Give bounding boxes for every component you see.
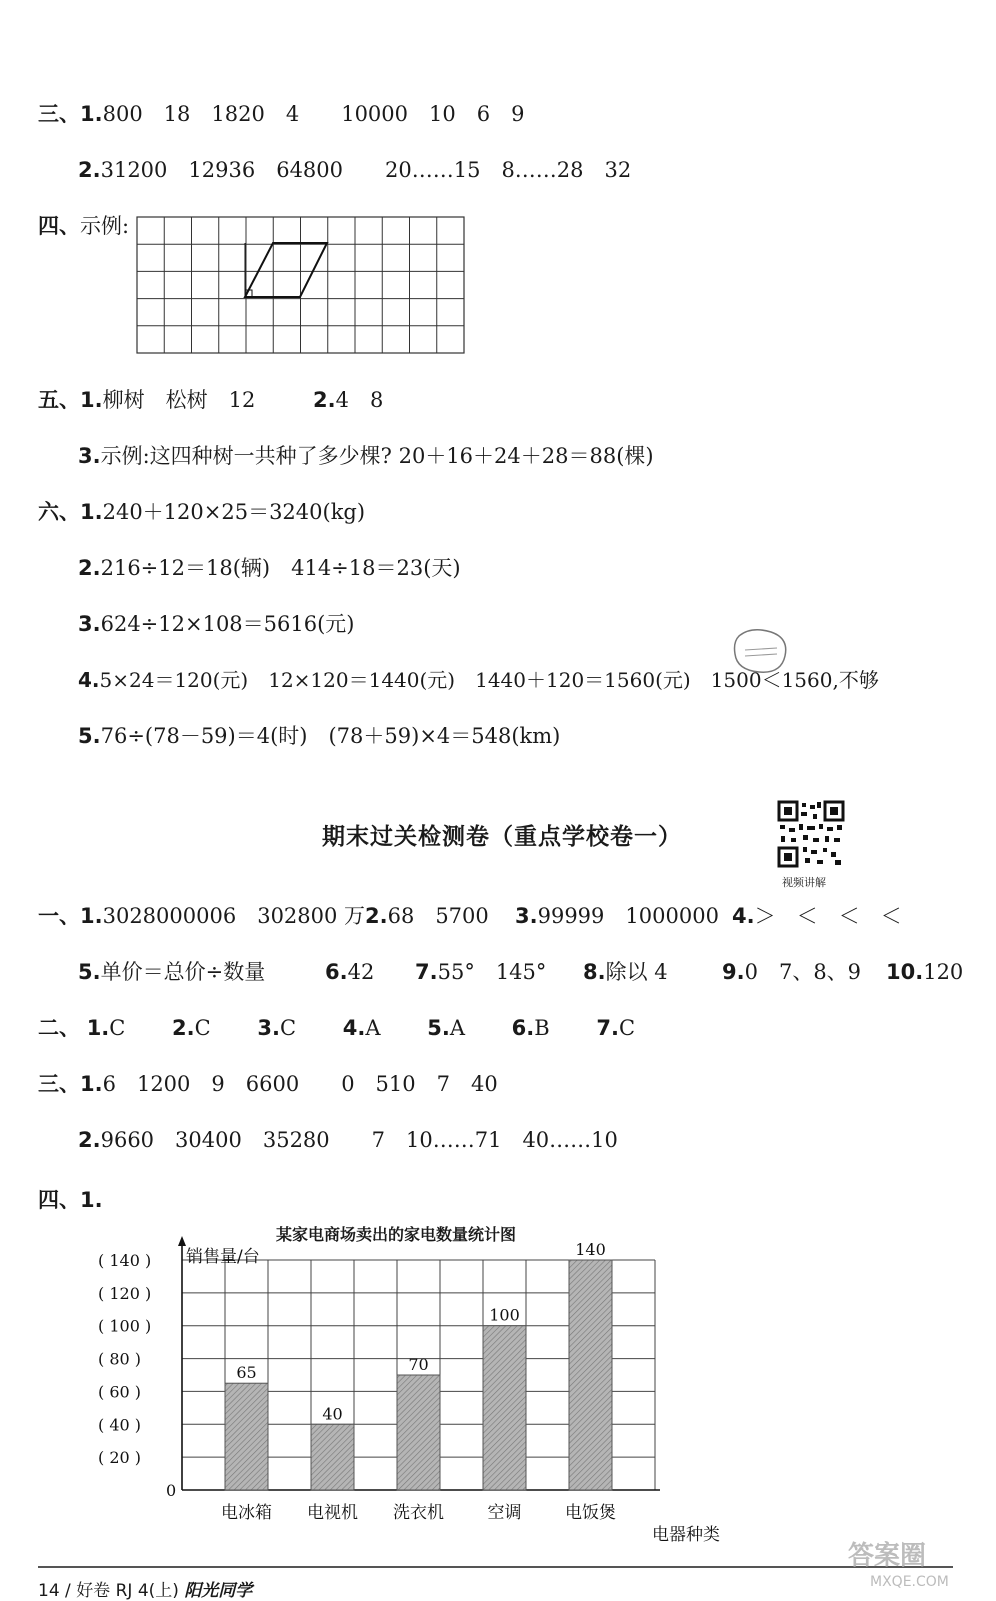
question-number: 7. xyxy=(596,1016,619,1040)
answer-text: 9660 30400 35280 7 10……71 40……10 xyxy=(100,1128,618,1152)
grid-lines xyxy=(137,217,464,353)
category-label: 电冰箱 xyxy=(221,1503,272,1523)
answer-text: 624÷12×108＝5616(元) xyxy=(100,612,355,636)
question-number: 1. xyxy=(86,1016,110,1040)
answer-2-row xyxy=(38,1018,635,1039)
bar xyxy=(225,1383,268,1490)
bar-value-label: 100 xyxy=(489,1305,520,1325)
answer-5-3 xyxy=(78,446,654,467)
section-label: 三、 xyxy=(38,1072,80,1096)
question-number: 8. xyxy=(583,960,606,984)
x-axis-label: 电器种类 xyxy=(652,1525,720,1545)
answer-4-label xyxy=(38,216,129,237)
answer-6-3 xyxy=(78,614,355,635)
y-tick-label: ( 20 ) xyxy=(98,1448,142,1468)
bar xyxy=(311,1424,354,1490)
section-label: 一、 xyxy=(38,904,80,928)
y-tick-label: ( 120 ) xyxy=(98,1283,152,1303)
question-number: 1. xyxy=(80,388,103,412)
question-number: 1. xyxy=(80,500,103,524)
bar xyxy=(483,1326,526,1490)
question-number: 4. xyxy=(732,904,755,928)
section-label: 三、 xyxy=(38,102,80,126)
parallelogram-shape xyxy=(245,243,327,297)
answer-3-1 xyxy=(38,104,524,125)
book-title: 好卷 RJ 4(上) xyxy=(76,1581,179,1601)
question-number: 5. xyxy=(78,960,101,984)
answer-3-2b xyxy=(78,1130,618,1151)
question-number: 3. xyxy=(515,904,538,928)
answer-text: 99999 1000000 xyxy=(537,904,719,928)
question-number: 6. xyxy=(511,1016,535,1040)
choice-answer: C xyxy=(618,1016,636,1040)
answer-text: 42 xyxy=(347,960,375,984)
question-number: 1. xyxy=(80,1188,103,1212)
section-label: 二、 xyxy=(38,1016,80,1040)
answer-text: 单价＝总价÷数量 xyxy=(100,960,266,984)
chart-bars xyxy=(225,1260,612,1490)
answer-text: 31200 12936 64800 20……15 8……28 32 xyxy=(100,158,632,182)
page-number: 14 xyxy=(38,1581,60,1601)
answer-1-10 xyxy=(886,962,963,983)
question-number: 4. xyxy=(342,1016,366,1040)
answer-text: 120 xyxy=(923,960,964,984)
choice-answer: C xyxy=(280,1016,297,1040)
question-number: 2. xyxy=(365,904,388,928)
bar-chart xyxy=(90,1232,750,1552)
question-number: 5. xyxy=(78,724,101,748)
footer-rule xyxy=(38,1566,953,1568)
bar-value-label: 70 xyxy=(408,1355,429,1374)
answer-text: 柳树 松树 12 xyxy=(102,388,256,412)
category-label: 洗衣机 xyxy=(393,1503,444,1523)
answer-text: ＞ ＜ ＜ ＜ xyxy=(754,904,902,928)
section-label: 四、 xyxy=(38,214,80,238)
category-label: 电视机 xyxy=(307,1503,358,1523)
answer-text: 0 7、8、9 xyxy=(744,960,862,984)
footer-separator: / xyxy=(65,1581,71,1601)
answer-1-2 xyxy=(365,906,489,927)
chart-title: 某家电商场卖出的家电数量统计图 xyxy=(276,1225,517,1244)
question-number: 7. xyxy=(415,960,438,984)
watermark-url: MXQE.COM xyxy=(870,1574,949,1590)
question-number: 3. xyxy=(257,1016,280,1040)
answer-1-9 xyxy=(722,962,861,983)
answer-text: 5×24＝120(元) 12×120＝1440(元) 1440＋120＝1560(元) 1500＜1560,不够 xyxy=(99,668,879,692)
choice-answer: C xyxy=(194,1016,211,1040)
stamp-icon xyxy=(731,626,791,676)
choice-answer: A xyxy=(365,1016,381,1040)
answer-text: 240＋120×25＝3240(kg) xyxy=(102,500,366,524)
bar-value-label: 140 xyxy=(575,1240,606,1259)
answer-text: 4 8 xyxy=(335,388,384,412)
question-number: 2. xyxy=(172,1016,195,1040)
question-number: 3. xyxy=(78,612,101,636)
section-label: 六、 xyxy=(38,500,80,524)
answer-1-4 xyxy=(732,906,902,927)
category-label: 电饭煲 xyxy=(565,1503,616,1523)
qr-code-icon[interactable] xyxy=(777,800,845,868)
answer-4-1-label xyxy=(38,1190,103,1211)
answer-text: 68 5700 xyxy=(387,904,489,928)
y-axis-label: 销售量/台 xyxy=(186,1247,260,1267)
bar-value-label: 65 xyxy=(236,1363,257,1383)
watermark-logo: 答案圈 xyxy=(848,1541,927,1571)
brand-logo: 阳光同学 xyxy=(184,1581,253,1601)
parallelogram-grid xyxy=(136,216,466,356)
question-number: 2. xyxy=(78,1128,101,1152)
section-title: 期末过关检测卷（重点学校卷一） xyxy=(322,824,682,850)
answer-6-5 xyxy=(78,726,560,747)
answer-1-row1 xyxy=(38,906,365,927)
answer-6-2 xyxy=(78,558,461,579)
answer-1-7 xyxy=(415,962,546,983)
answer-6-1 xyxy=(38,502,365,523)
category-label: 空调 xyxy=(487,1503,522,1523)
question-number: 2. xyxy=(78,158,101,182)
answer-text: 216÷12＝18(辆) 414÷18＝23(天) xyxy=(100,556,461,580)
question-number: 1. xyxy=(80,102,103,126)
origin-label: 0 xyxy=(166,1481,177,1500)
y-tick-label: ( 140 ) xyxy=(98,1251,152,1270)
answer-1-6 xyxy=(325,962,374,983)
chart-labels xyxy=(98,1240,616,1523)
question-number: 9. xyxy=(722,960,745,984)
bar xyxy=(569,1260,612,1490)
question-number: 4. xyxy=(78,668,100,692)
question-number: 6. xyxy=(325,960,348,984)
answer-1-5 xyxy=(78,962,265,983)
footer xyxy=(38,1576,252,1601)
qr-label: 视频讲解 xyxy=(782,876,826,889)
question-number: 2. xyxy=(78,556,101,580)
question-number: 1. xyxy=(80,904,103,928)
answer-text: 76÷(78－59)＝4(时) (78＋59)×4＝548(km) xyxy=(100,724,561,748)
section-label: 四、 xyxy=(38,1188,80,1212)
section-label: 五、 xyxy=(38,388,80,412)
y-tick-label: ( 80 ) xyxy=(98,1349,142,1369)
answer-text: 除以 4 xyxy=(605,960,668,984)
question-number: 10. xyxy=(886,960,924,984)
y-tick-label: ( 100 ) xyxy=(98,1316,152,1336)
y-axis-arrow xyxy=(178,1236,186,1246)
answer-text: 示例: xyxy=(80,214,130,238)
y-tick-label: ( 60 ) xyxy=(98,1382,142,1402)
answer-text: 示例:这四种树一共种了多少棵? 20＋16＋24＋28＝88(棵) xyxy=(100,444,654,468)
bar xyxy=(397,1375,440,1490)
question-number: 3. xyxy=(78,444,101,468)
answer-3-2 xyxy=(78,160,631,181)
answer-3-1b xyxy=(38,1074,498,1095)
answer-text: 6 1200 9 6600 0 510 7 40 xyxy=(102,1072,498,1096)
answer-1-3 xyxy=(515,906,719,927)
question-number: 5. xyxy=(427,1016,450,1040)
choice-answer: B xyxy=(534,1016,550,1040)
answer-5-2 xyxy=(313,390,383,411)
bar-value-label: 40 xyxy=(322,1404,343,1424)
question-number: 2. xyxy=(313,388,336,412)
answer-text: 800 18 1820 4 10000 10 6 9 xyxy=(102,102,525,126)
choice-answer: C xyxy=(109,1016,126,1040)
answer-5-1 xyxy=(38,390,255,411)
answer-text: 55° 145° xyxy=(437,960,547,984)
answer-1-8 xyxy=(583,962,668,983)
question-number: 1. xyxy=(80,1072,103,1096)
choice-answer: A xyxy=(449,1016,465,1040)
answer-text: 3028000006 302800 万 xyxy=(102,904,366,928)
y-tick-label: ( 40 ) xyxy=(98,1415,142,1435)
